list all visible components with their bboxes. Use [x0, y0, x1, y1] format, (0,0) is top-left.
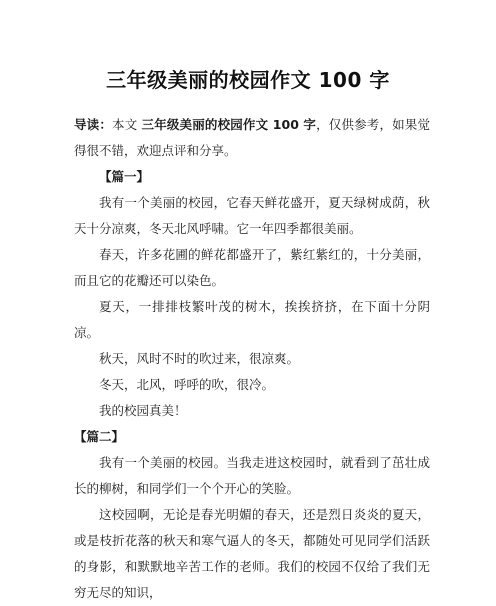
intro-paragraph: [74, 112, 430, 164]
page-title: 三年级美丽的校园作文 100 字: [106, 68, 390, 92]
section1-paragraph: 夏天，一排排枝繁叶茂的树木，挨挨挤挤，在下面十分阴凉。: [74, 299, 430, 340]
section-heading-1: 【篇一】: [99, 169, 150, 184]
intro-pre: 本文: [112, 117, 142, 132]
section1-paragraph: 秋天，风时不时的吹过来，很凉爽。: [99, 351, 300, 366]
section1-paragraph: 我的校园真美！: [99, 403, 187, 418]
section-heading-2: 【篇二】: [74, 429, 125, 444]
intro-label: 导读：: [74, 117, 113, 132]
intro-post: ，仅供参考，如果觉得很不错，欢迎点评和分享。: [74, 117, 430, 158]
section2-paragraph: 这校园啊，无论是春光明媚的春天，还是烈日炎炎的夏天，或是枝折花落的秋天和寒气逼人的冬天，都随处可见同学们活跃的身影，和默默地辛苦工作的老师。我们的校园不仅给了我们无穷无尽的知识，: [74, 507, 430, 600]
section1-paragraph: 我有一个美丽的校园，它春天鲜花盛开，夏天绿树成荫，秋天十分凉爽，冬天北风呼啸。它一年四季都很美丽。: [74, 195, 430, 236]
intro-bold-title: 三年级美丽的校园作文 100 字: [141, 117, 317, 132]
article-body: [74, 112, 430, 606]
section2-paragraph: 我有一个美丽的校园。当我走进这校园时，就看到了茁壮成长的柳树，和同学们一个个开心的笑脸。: [74, 455, 430, 496]
section1-paragraph: 冬天，北风，呼呼的吹，很冷。: [99, 377, 275, 392]
section1-paragraph: 春天，许多花圃的鲜花都盛开了，紫红紫红的，十分美丽，而且它的花瓣还可以染色。: [74, 247, 430, 288]
